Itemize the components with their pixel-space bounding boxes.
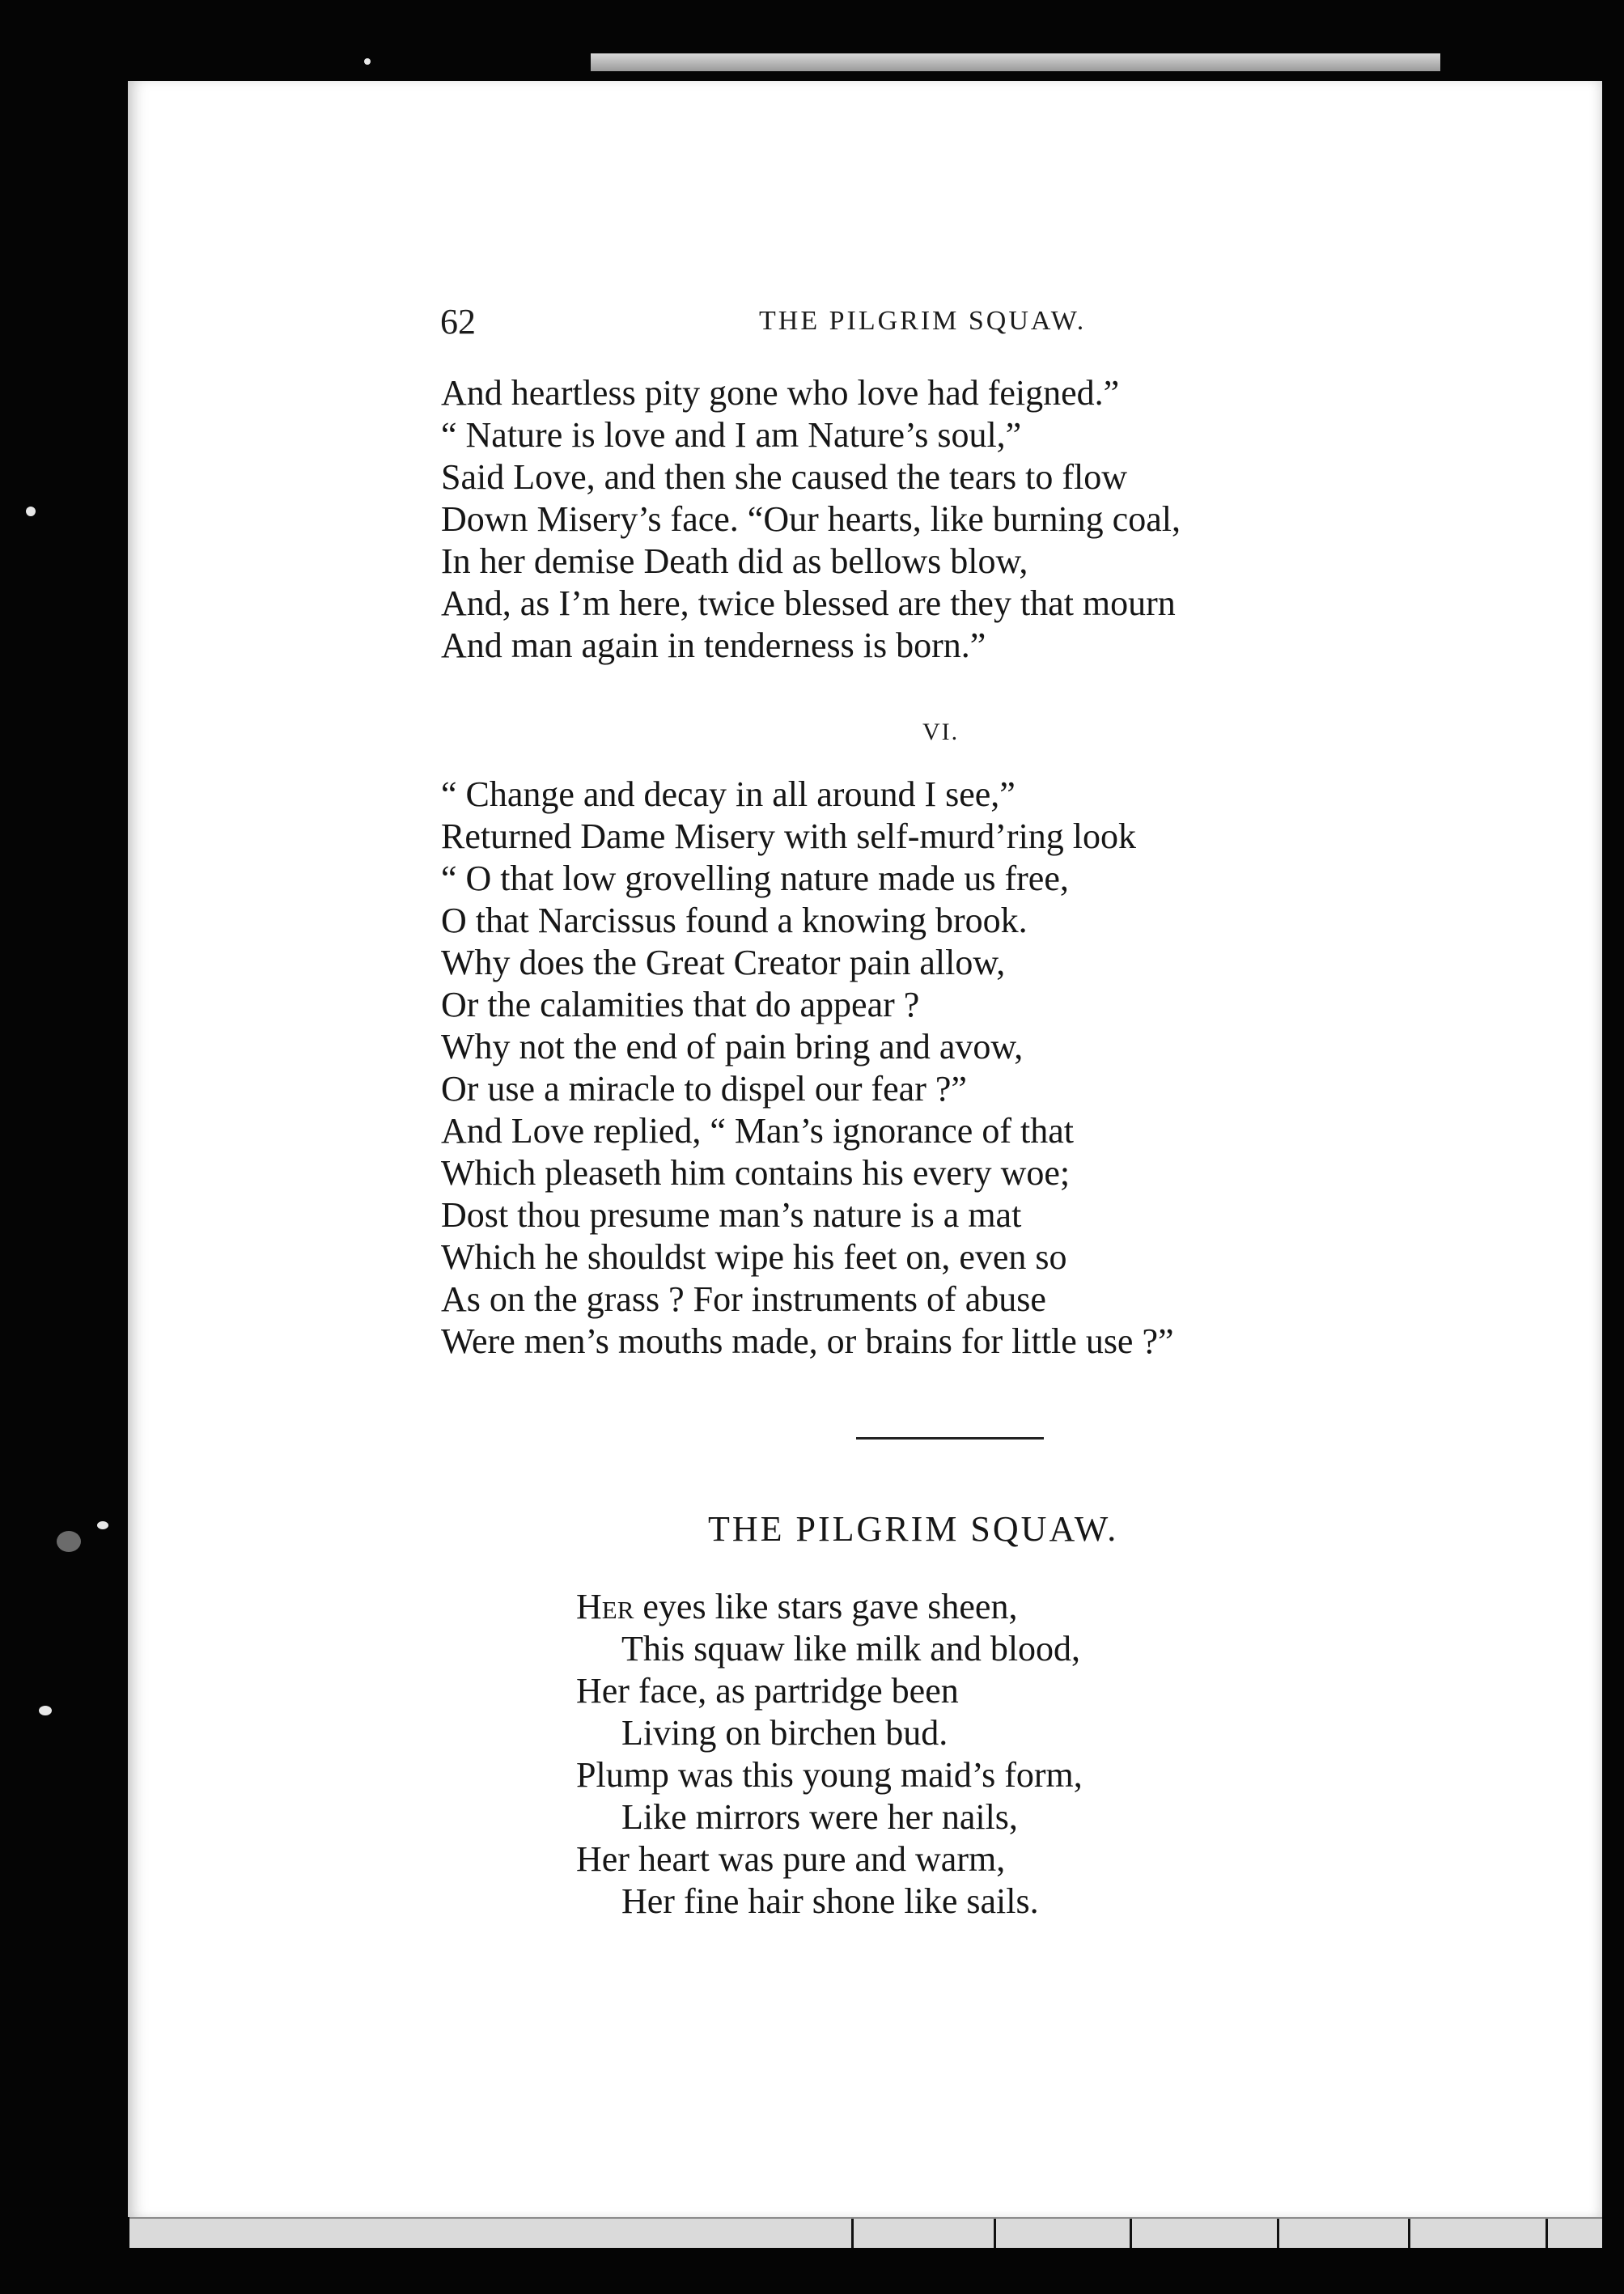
poem-line: O that Narcissus found a knowing brook.	[441, 901, 1028, 940]
poem-line: Like mirrors were her nails,	[621, 1797, 1018, 1837]
page-bottom-edge	[129, 2217, 1602, 2248]
poem-line: “ Change and decay in all around I see,”	[441, 774, 1016, 814]
poem-line: And, as I’m here, twice blessed are they that mourn	[441, 583, 1176, 623]
drop-word: Her	[576, 1587, 634, 1626]
poem-line: Dost thou presume man’s nature is a mat	[441, 1195, 1022, 1235]
poem-line: Why does the Great Creator pain allow,	[441, 943, 1006, 982]
scan-speck	[364, 58, 371, 65]
poem-line: This squaw like milk and blood,	[621, 1629, 1081, 1669]
scan-speck	[97, 1521, 108, 1529]
poem-line: And heartless pity gone who love had feigned.”	[441, 373, 1120, 413]
poem-line: Said Love, and then she caused the tears to flow	[441, 457, 1127, 497]
page-top-edge	[591, 53, 1440, 71]
poem-line: Or the calamities that do appear ?	[441, 985, 920, 1024]
scan-speck	[57, 1531, 81, 1552]
poem-line: Her heart was pure and warm,	[576, 1839, 1006, 1879]
first-line-text: eyes like stars gave sheen,	[634, 1587, 1018, 1626]
poem-line: Her face, as partridge been	[576, 1671, 959, 1711]
poem-line: Were men’s mouths made, or brains for little use ?”	[441, 1321, 1174, 1361]
poem-line: Why not the end of pain bring and avow,	[441, 1027, 1024, 1066]
poem-line: Living on birchen bud.	[621, 1713, 948, 1753]
poem-line: Which he shouldst wipe his feet on, even so	[441, 1237, 1067, 1277]
poem-line: “ O that low grovelling nature made us free,	[441, 859, 1069, 898]
section-divider	[856, 1437, 1044, 1440]
poem-first-line	[576, 1586, 1083, 1628]
poem-line: And Love replied, “ Man’s ignorance of that	[441, 1111, 1074, 1151]
poem-line: In her demise Death did as bellows blow,	[441, 541, 1028, 581]
poem-line: Plump was this young maid’s form,	[576, 1755, 1083, 1795]
poem-line: Which pleaseth him contains his every woe;	[441, 1153, 1071, 1193]
poem-title: THE PILGRIM SQUAW.	[708, 1509, 1119, 1549]
continued-stanza	[441, 372, 1181, 667]
poem-line: As on the grass ? For instruments of abuse	[441, 1279, 1046, 1319]
page-number: 62	[440, 302, 476, 341]
scan-speck	[26, 507, 36, 516]
poem-line: Returned Dame Misery with self-murd’ring look	[441, 816, 1137, 856]
poem-line: Or use a miracle to dispel our fear ?”	[441, 1069, 967, 1109]
poem-line: “ Nature is love and I am Nature’s soul,”	[441, 415, 1022, 455]
running-head: THE PILGRIM SQUAW.	[759, 306, 1087, 336]
poem-body	[576, 1586, 1083, 1923]
section-number: VI.	[922, 719, 960, 745]
poem-line: Her fine hair shone like sails.	[621, 1881, 1039, 1921]
scan-speck	[39, 1706, 52, 1715]
poem-line: And man again in tenderness is born.”	[441, 625, 986, 665]
poem-line: Down Misery’s face. “Our hearts, like burning coal,	[441, 499, 1181, 539]
section-stanza	[441, 774, 1174, 1363]
